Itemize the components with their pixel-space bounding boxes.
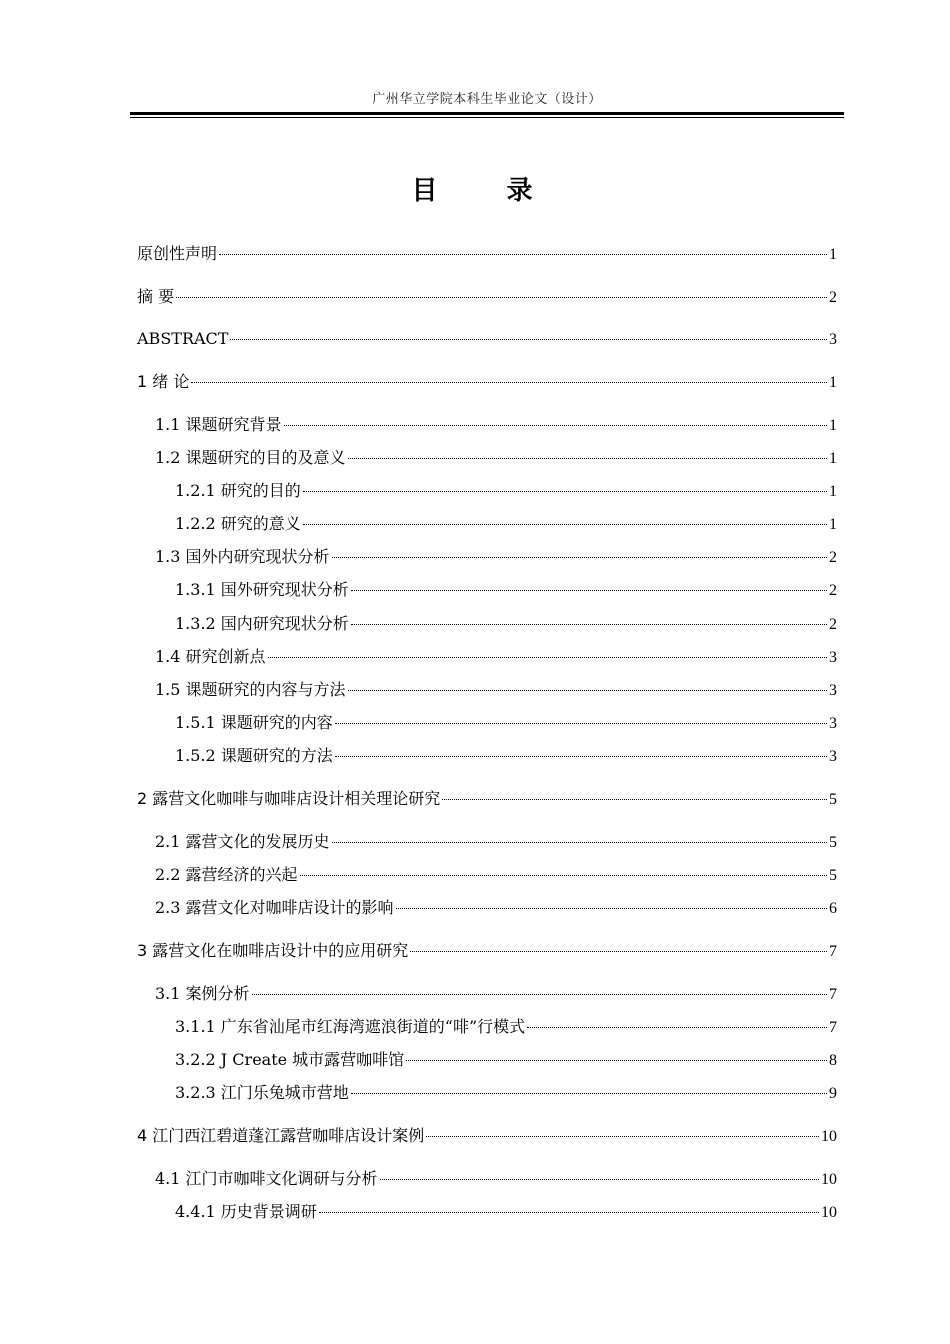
toc-entry-label: ABSTRACT bbox=[137, 329, 229, 348]
toc-entry-1-2-1[interactable] bbox=[175, 479, 837, 503]
toc-entry-abstract-en[interactable] bbox=[137, 327, 837, 351]
toc-entry-label: 3.1 案例分析 bbox=[155, 984, 250, 1003]
dot-leader bbox=[406, 1060, 827, 1061]
dot-leader bbox=[335, 756, 827, 757]
dot-leader bbox=[410, 951, 827, 952]
dot-leader bbox=[303, 491, 827, 492]
toc-entry-2-2[interactable] bbox=[155, 863, 837, 887]
dot-leader bbox=[332, 842, 827, 843]
toc-entry-page: 3 bbox=[829, 682, 837, 699]
toc-entry-3-1[interactable] bbox=[155, 982, 837, 1006]
toc-entry-page: 7 bbox=[829, 943, 837, 960]
toc-entry-3-1-1[interactable] bbox=[175, 1015, 837, 1039]
toc-entry-page: 6 bbox=[829, 900, 837, 917]
toc-entry-declaration[interactable] bbox=[137, 242, 837, 266]
dot-leader bbox=[426, 1136, 819, 1137]
toc-entry-chapter-4[interactable] bbox=[137, 1124, 837, 1148]
toc-entry-label: 1.4 研究创新点 bbox=[155, 647, 266, 666]
toc-entry-label: 1.3.2 国内研究现状分析 bbox=[175, 614, 349, 633]
dot-leader bbox=[252, 994, 827, 995]
toc-entry-label: 1.3.1 国外研究现状分析 bbox=[175, 580, 349, 599]
dot-leader bbox=[303, 524, 827, 525]
toc-entry-3-2-3[interactable] bbox=[175, 1081, 837, 1105]
toc-entry-label: 1.2.2 研究的意义 bbox=[175, 514, 301, 533]
toc-entry-label: 2 露营文化咖啡与咖啡店设计相关理论研究 bbox=[137, 789, 441, 808]
toc-entry-1-5-1[interactable] bbox=[175, 711, 837, 735]
toc-entry-3-2-2[interactable] bbox=[175, 1048, 837, 1072]
toc-entry-4-4-1[interactable] bbox=[175, 1200, 837, 1224]
toc-entry-page: 3 bbox=[829, 331, 837, 348]
toc-entry-page: 5 bbox=[829, 867, 837, 884]
toc-entry-label: 2.3 露营文化对咖啡店设计的影响 bbox=[155, 898, 394, 917]
dot-leader bbox=[380, 1179, 819, 1180]
toc-entry-label: 原创性声明 bbox=[137, 244, 218, 263]
toc-entry-label: 1 绪 论 bbox=[137, 372, 190, 391]
dot-leader bbox=[348, 458, 827, 459]
dot-leader bbox=[335, 723, 827, 724]
toc-entry-1-5-2[interactable] bbox=[175, 744, 837, 768]
toc-entry-label: 1.5.1 课题研究的内容 bbox=[175, 713, 333, 732]
dot-leader bbox=[268, 657, 827, 658]
dot-leader bbox=[219, 254, 827, 255]
toc-entry-page: 3 bbox=[829, 649, 837, 666]
toc-entry-2-1[interactable] bbox=[155, 830, 837, 854]
dot-leader bbox=[351, 624, 827, 625]
toc-entry-1-3[interactable] bbox=[155, 545, 837, 569]
toc-entry-label: 1.1 课题研究背景 bbox=[155, 415, 282, 434]
toc-entry-page: 3 bbox=[829, 715, 837, 732]
toc-entry-label: 3 露营文化在咖啡店设计中的应用研究 bbox=[137, 941, 409, 960]
running-header: 广州华立学院本科生毕业论文（设计） bbox=[372, 92, 602, 107]
toc-entry-page: 1 bbox=[829, 450, 837, 467]
toc-entry-page: 1 bbox=[829, 374, 837, 391]
dot-leader bbox=[332, 557, 827, 558]
toc-entry-page: 1 bbox=[829, 516, 837, 533]
toc-entry-label: 1.5.2 课题研究的方法 bbox=[175, 746, 333, 765]
dot-leader bbox=[300, 875, 827, 876]
toc-entry-2-3[interactable] bbox=[155, 896, 837, 920]
toc-entry-chapter-3[interactable] bbox=[137, 939, 837, 963]
toc-entry-abstract-cn[interactable] bbox=[137, 285, 837, 309]
dot-leader bbox=[351, 1093, 827, 1094]
toc-entry-page: 5 bbox=[829, 791, 837, 808]
toc-entry-label: 摘 要 bbox=[137, 287, 175, 306]
toc-entry-page: 10 bbox=[821, 1128, 837, 1145]
toc-entry-label: 1.2 课题研究的目的及意义 bbox=[155, 448, 346, 467]
toc-entry-page: 2 bbox=[829, 289, 837, 306]
toc-entry-label: 4.1 江门市咖啡文化调研与分析 bbox=[155, 1169, 378, 1188]
toc-entry-page: 8 bbox=[829, 1052, 837, 1069]
toc-entry-page: 10 bbox=[821, 1204, 837, 1221]
toc-entry-page: 1 bbox=[829, 246, 837, 263]
toc-entry-1-2[interactable] bbox=[155, 446, 837, 470]
toc-entry-page: 7 bbox=[829, 1019, 837, 1036]
dot-leader bbox=[351, 590, 827, 591]
toc-entry-page: 10 bbox=[821, 1171, 837, 1188]
toc-entry-4-1[interactable] bbox=[155, 1167, 837, 1191]
toc-entry-label: 1.2.1 研究的目的 bbox=[175, 481, 301, 500]
toc-entry-page: 1 bbox=[829, 417, 837, 434]
toc-entry-1-4[interactable] bbox=[155, 645, 837, 669]
toc-title: 目 录 bbox=[411, 176, 563, 206]
toc-entry-label: 3.2.2 J Create 城市露营咖啡馆 bbox=[175, 1050, 405, 1069]
toc-entry-page: 2 bbox=[829, 616, 837, 633]
dot-leader bbox=[442, 799, 827, 800]
toc-entry-chapter-2[interactable] bbox=[137, 787, 837, 811]
dot-leader bbox=[319, 1212, 819, 1213]
toc-entry-label: 2.2 露营经济的兴起 bbox=[155, 865, 298, 884]
toc-entry-label: 1.5 课题研究的内容与方法 bbox=[155, 680, 346, 699]
toc-entry-chapter-1[interactable] bbox=[137, 370, 837, 394]
toc-entry-page: 9 bbox=[829, 1085, 837, 1102]
toc-entry-page: 7 bbox=[829, 986, 837, 1003]
toc-entry-label: 3.1.1 广东省汕尾市红海湾遮浪街道的“啡”行模式 bbox=[175, 1017, 526, 1036]
dot-leader bbox=[348, 690, 827, 691]
toc-entry-label: 2.1 露营文化的发展历史 bbox=[155, 832, 330, 851]
header-rule-thick bbox=[130, 112, 844, 115]
header-rule-thin bbox=[130, 117, 844, 118]
dot-leader bbox=[176, 297, 827, 298]
toc-entry-page: 2 bbox=[829, 582, 837, 599]
toc-entry-label: 3.2.3 江门乐兔城市营地 bbox=[175, 1083, 349, 1102]
dot-leader bbox=[527, 1027, 827, 1028]
dot-leader bbox=[396, 908, 827, 909]
toc-entry-1-1[interactable] bbox=[155, 413, 837, 437]
toc-entry-page: 5 bbox=[829, 834, 837, 851]
toc-entry-label: 1.3 国外内研究现状分析 bbox=[155, 547, 330, 566]
toc-entry-page: 1 bbox=[829, 483, 837, 500]
toc-entry-1-2-2[interactable] bbox=[175, 512, 837, 536]
toc-entry-label: 4 江门西江碧道蓬江露营咖啡店设计案例 bbox=[137, 1126, 425, 1145]
toc-entry-1-3-1[interactable] bbox=[175, 578, 837, 602]
toc-entry-page: 3 bbox=[829, 748, 837, 765]
toc-entry-1-3-2[interactable] bbox=[175, 612, 837, 636]
toc-entry-1-5[interactable] bbox=[155, 678, 837, 702]
dot-leader bbox=[230, 339, 827, 340]
dot-leader bbox=[191, 382, 827, 383]
toc-entry-label: 4.4.1 历史背景调研 bbox=[175, 1202, 317, 1221]
dot-leader bbox=[284, 425, 827, 426]
toc-entry-page: 2 bbox=[829, 549, 837, 566]
